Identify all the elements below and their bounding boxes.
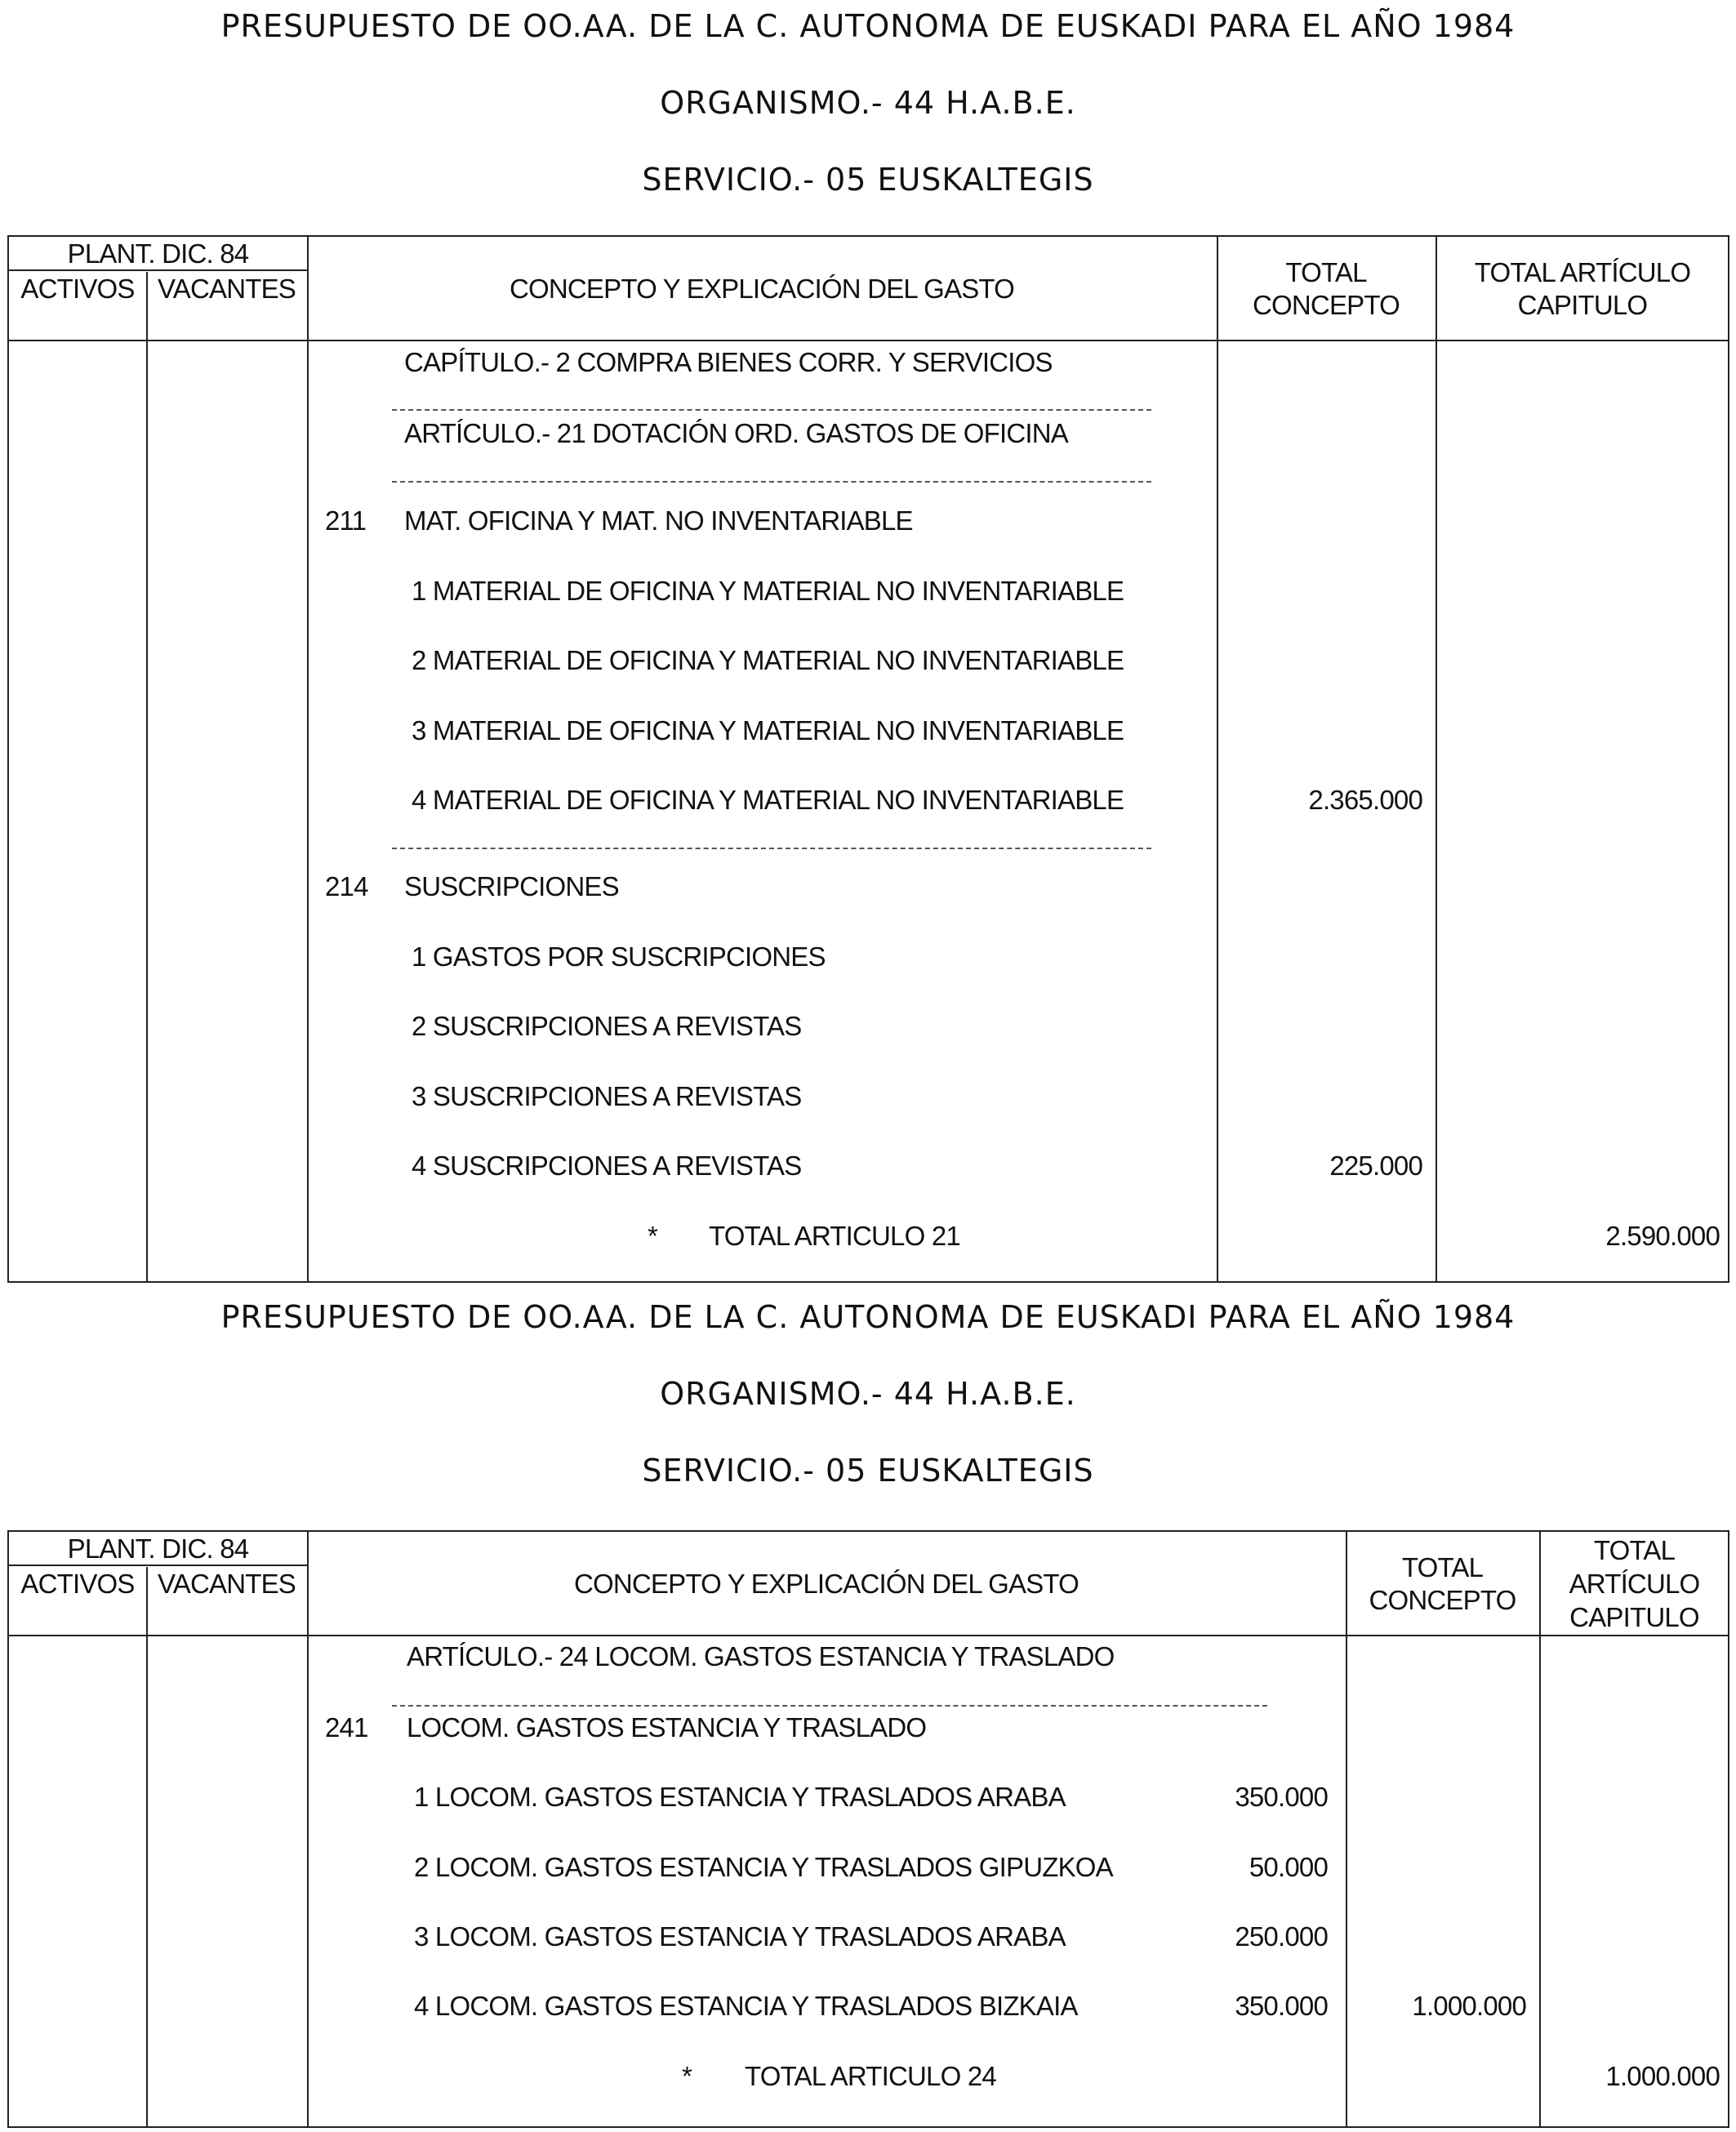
total-articulo-header-line2: CAPITULO (1517, 290, 1648, 320)
total-concepto-header-line1: TOTAL (1285, 257, 1367, 287)
activos-header: ACTIVOS (20, 274, 135, 304)
col-line (1346, 1532, 1347, 2126)
concept-241-item: 1 LOCOM. GASTOS ESTANCIA Y TRASLADOS ARABA (414, 1782, 1066, 1812)
concept-214-total: 225.000 (1329, 1151, 1422, 1181)
col-line (307, 237, 309, 1281)
concepto-header: CONCEPTO Y EXPLICACIÓN DEL GASTO (573, 1569, 1079, 1599)
page1-title: PRESUPUESTO DE OO.AA. DE LA C. AUTONOMA DE EUSKADI PARA EL AÑO 1984 (220, 8, 1516, 44)
page1-organismo: ORGANISMO.- 44 H.A.B.E. (660, 85, 1076, 121)
total-articulo-header-line2: ARTÍCULO (1569, 1569, 1700, 1599)
concept-241-item-amount: 50.000 (1249, 1852, 1328, 1882)
page2-budget-table (7, 1530, 1729, 2128)
total-row-label: TOTAL ARTICULO 24 (745, 2061, 996, 2091)
page1-servicio: SERVICIO.- 05 EUSKALTEGIS (642, 162, 1094, 198)
concept-211-item: 2 MATERIAL DE OFICINA Y MATERIAL NO INVENTARIABLE (412, 645, 1124, 675)
total-row-star: * (682, 2061, 692, 2091)
total-articulo-header-line1: TOTAL (1593, 1535, 1676, 1565)
total-concepto-header-line2: CONCEPTO (1369, 1585, 1516, 1615)
concept-title-214: SUSCRIPCIONES (404, 871, 619, 901)
concept-214-item: 4 SUSCRIPCIONES A REVISTAS (412, 1151, 802, 1181)
capitulo-line: CAPÍTULO.- 2 COMPRA BIENES CORR. Y SERVICIOS (404, 347, 1053, 377)
page2-servicio: SERVICIO.- 05 EUSKALTEGIS (642, 1453, 1094, 1489)
header-bottom-line (9, 1635, 1728, 1636)
total-concepto-header-line1: TOTAL (1401, 1552, 1484, 1582)
concept-241-item: 2 LOCOM. GASTOS ESTANCIA Y TRASLADOS GIPUZKOA (414, 1852, 1113, 1882)
vacantes-header: VACANTES (157, 274, 296, 304)
concepto-header: CONCEPTO Y EXPLICACIÓN DEL GASTO (509, 274, 1015, 304)
page2-title: PRESUPUESTO DE OO.AA. DE LA C. AUTONOMA DE EUSKADI PARA EL AÑO 1984 (220, 1299, 1516, 1335)
concept-code-214: 214 (325, 871, 368, 901)
concept-code-241: 241 (325, 1712, 368, 1743)
articulo-line: ARTÍCULO.- 24 LOCOM. GASTOS ESTANCIA Y TRASLADO (407, 1641, 1115, 1671)
activos-header: ACTIVOS (20, 1569, 135, 1599)
articulo-line: ARTÍCULO.- 21 DOTACIÓN ORD. GASTOS DE OFICINA (404, 418, 1068, 448)
concept-title-241: LOCOM. GASTOS ESTANCIA Y TRASLADO (407, 1712, 927, 1743)
plant-dic-header: PLANT. DIC. 84 (67, 238, 249, 269)
concept-214-item: 1 GASTOS POR SUSCRIPCIONES (412, 941, 826, 972)
total-articulo-header-line3: CAPITULO (1569, 1602, 1699, 1632)
concept-211-item: 3 MATERIAL DE OFICINA Y MATERIAL NO INVENTARIABLE (412, 715, 1124, 746)
concept-code-211: 211 (325, 505, 367, 536)
concept-241-item: 3 LOCOM. GASTOS ESTANCIA Y TRASLADOS ARABA (414, 1921, 1066, 1952)
total-concepto-header-line2: CONCEPTO (1252, 290, 1400, 320)
header-divider (9, 1565, 307, 1566)
concept-241-total: 1.000.000 (1412, 1991, 1526, 2021)
concept-211-item: 4 MATERIAL DE OFICINA Y MATERIAL NO INVENTARIABLE (412, 785, 1124, 815)
dashed-separator (392, 409, 1151, 411)
concept-211-total: 2.365.000 (1308, 785, 1422, 815)
total-row-label: TOTAL ARTICULO 21 (709, 1221, 960, 1251)
concept-241-item-amount: 350.000 (1235, 1782, 1328, 1812)
page2-organismo: ORGANISMO.- 44 H.A.B.E. (660, 1376, 1076, 1412)
col-line (1436, 237, 1437, 1281)
page1-budget-table (7, 235, 1729, 1283)
total-row-value: 2.590.000 (1605, 1221, 1720, 1251)
header-bottom-line (9, 340, 1728, 341)
concept-241-item: 4 LOCOM. GASTOS ESTANCIA Y TRASLADOS BIZKAIA (414, 1991, 1078, 2021)
concept-title-211: MAT. OFICINA Y MAT. NO INVENTARIABLE (404, 505, 913, 536)
concept-241-item-amount: 350.000 (1235, 1991, 1328, 2021)
dashed-separator (392, 481, 1151, 483)
concept-211-item: 1 MATERIAL DE OFICINA Y MATERIAL NO INVENTARIABLE (412, 576, 1124, 606)
plant-dic-header: PLANT. DIC. 84 (67, 1533, 249, 1564)
vacantes-header: VACANTES (157, 1569, 296, 1599)
col-line (307, 1532, 309, 2126)
total-row-value: 1.000.000 (1605, 2061, 1720, 2091)
dashed-separator (392, 848, 1151, 849)
col-line (1217, 237, 1218, 1281)
col-line (146, 272, 148, 1281)
header-divider (9, 269, 307, 271)
concept-214-item: 3 SUSCRIPCIONES A REVISTAS (412, 1081, 802, 1111)
concept-214-item: 2 SUSCRIPCIONES A REVISTAS (412, 1011, 802, 1041)
total-articulo-header-line1: TOTAL ARTÍCULO (1474, 257, 1691, 287)
concept-241-item-amount: 250.000 (1235, 1921, 1328, 1952)
dashed-separator (392, 1705, 1267, 1707)
total-row-star: * (648, 1221, 658, 1251)
col-line (146, 1567, 148, 2126)
